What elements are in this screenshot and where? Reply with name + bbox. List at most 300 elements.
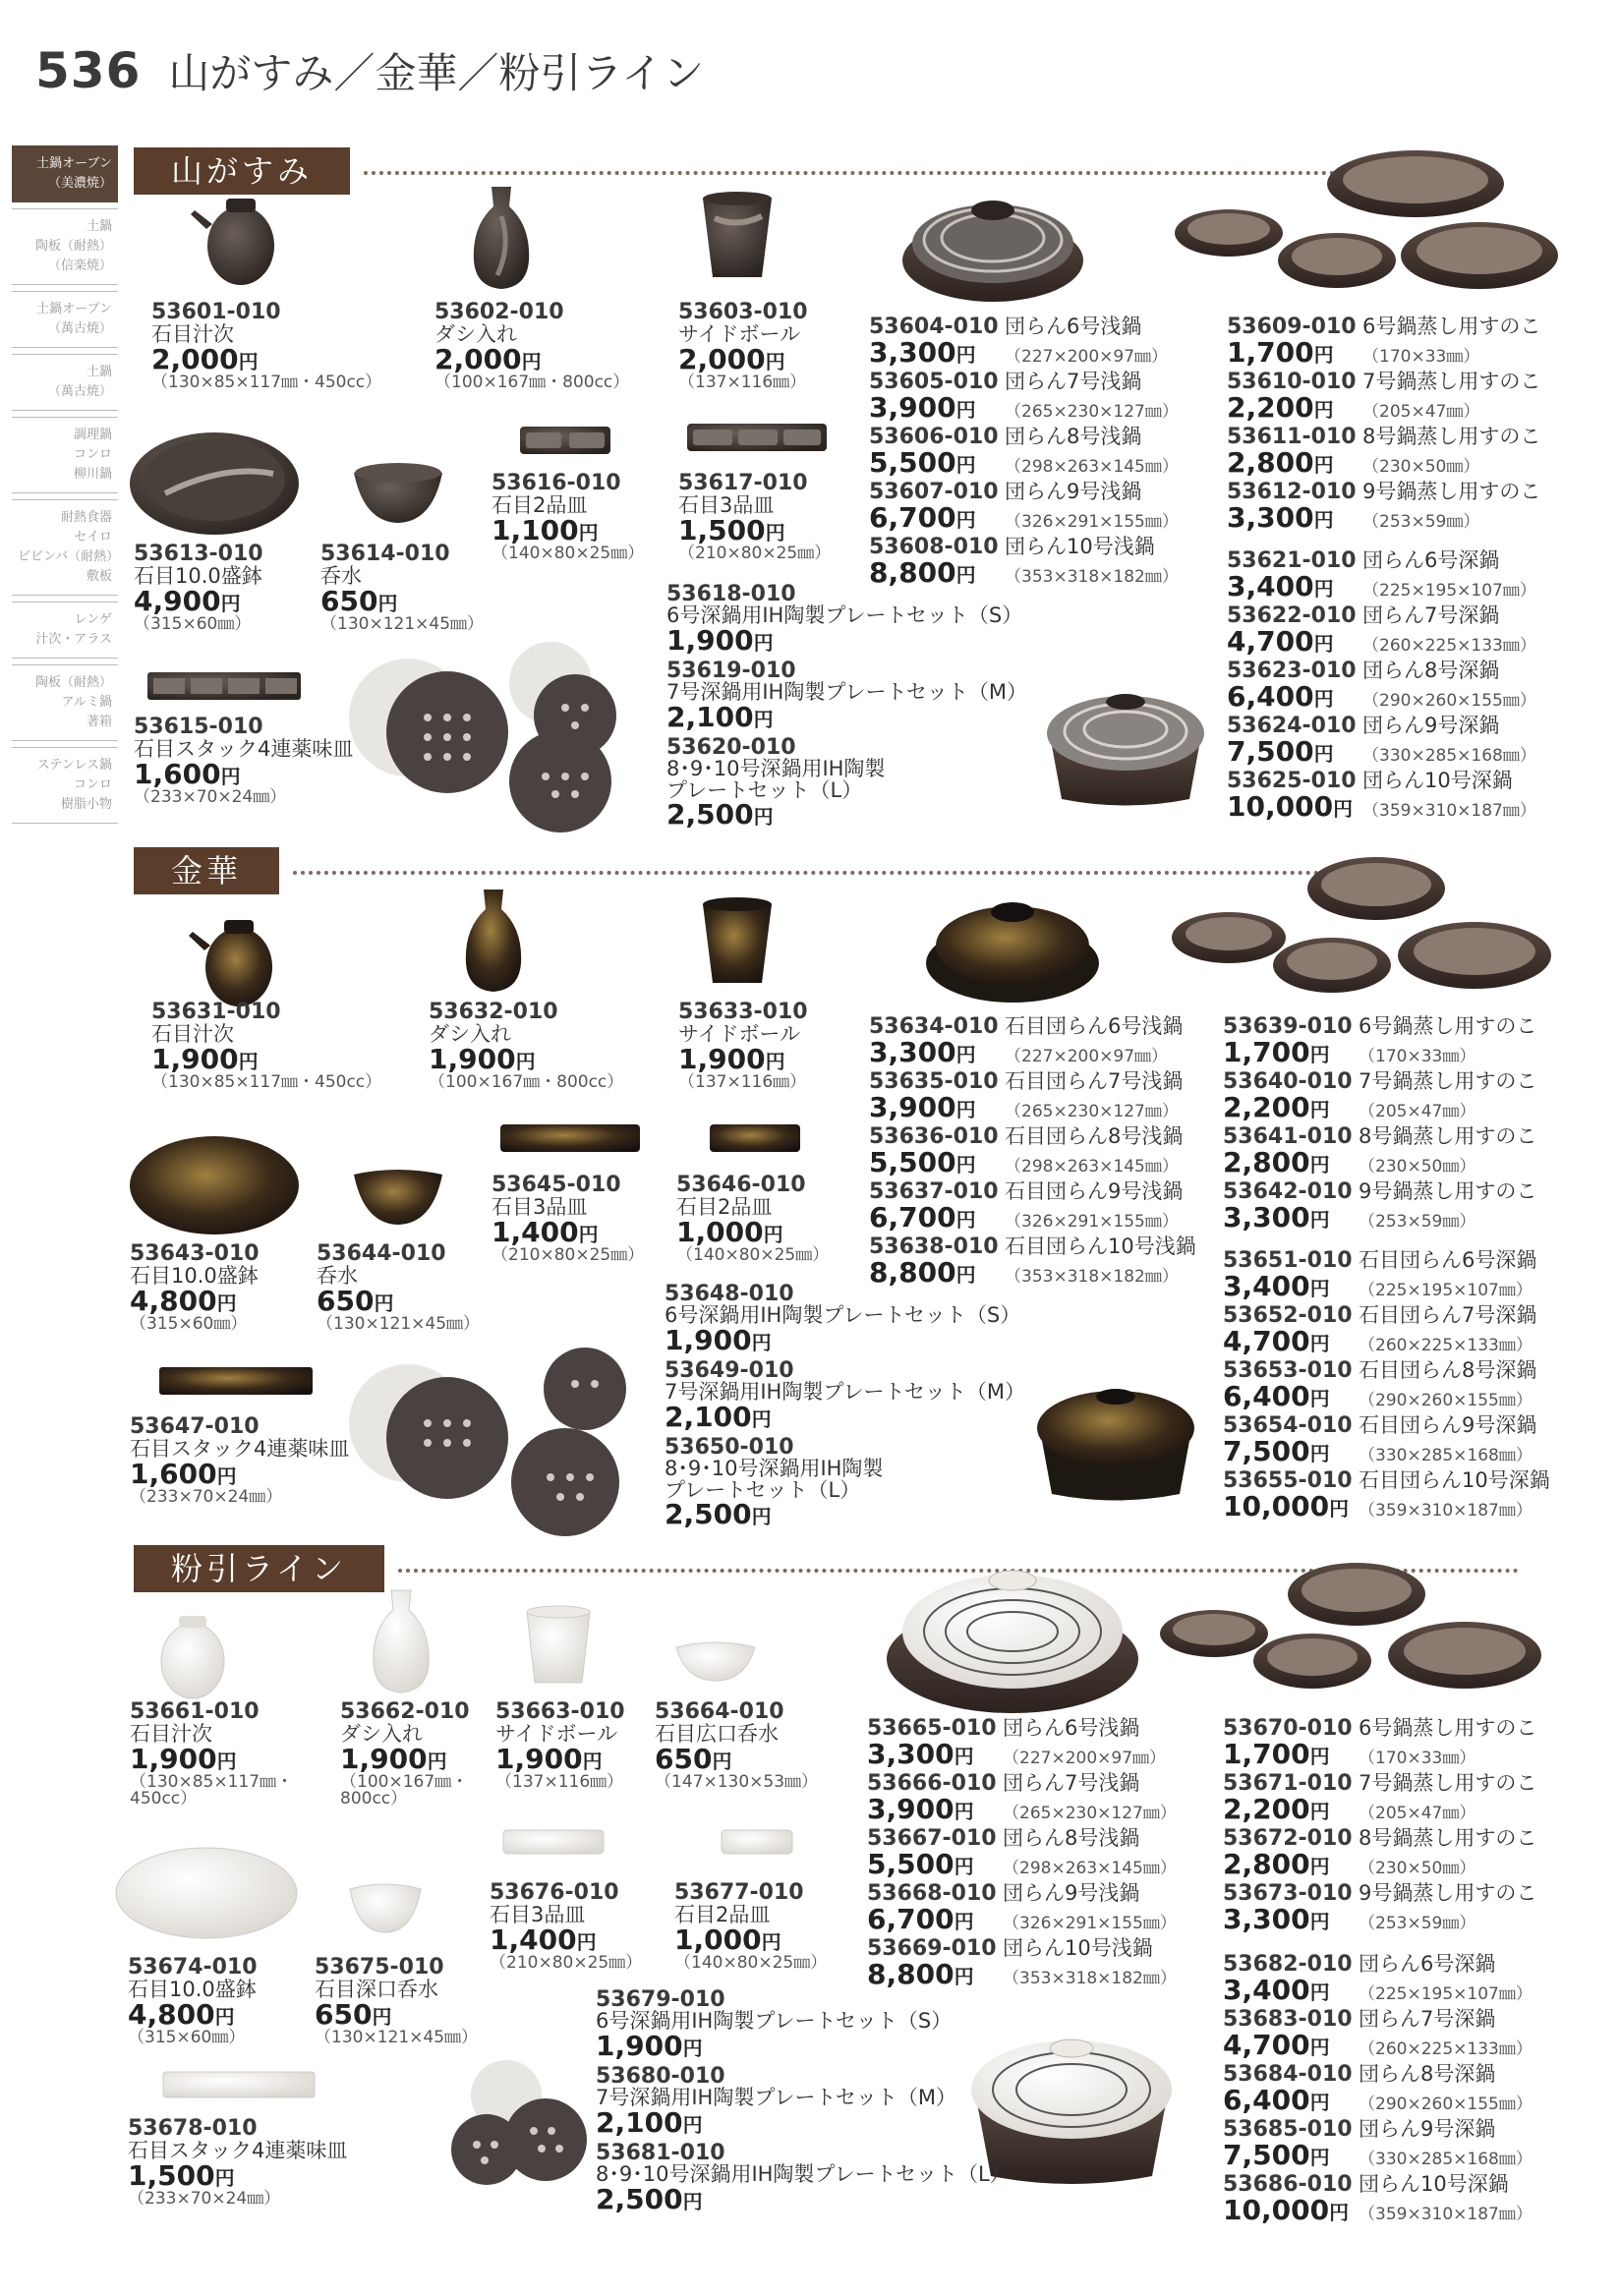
price-row bbox=[1223, 1244, 1550, 1302]
price-row bbox=[869, 1176, 1196, 1234]
product-name: 石目団らん7号深鍋 bbox=[1359, 1303, 1537, 1327]
price-row bbox=[869, 366, 1179, 424]
product-dims: （130×85×117㎜・ bbox=[130, 1771, 294, 1792]
product-price: 1,500円 bbox=[128, 2159, 235, 2193]
product-price: 2,500円 bbox=[596, 2182, 703, 2215]
product-price: 6,400円 bbox=[1223, 2084, 1330, 2116]
product-dims: （260×225×133㎜） bbox=[1359, 2039, 1533, 2059]
product-name: 7号深鍋用IH陶製プレートセット（M） bbox=[665, 1380, 1025, 1405]
tonsui-bowl-image bbox=[346, 1877, 425, 1936]
product-dims-line2: 450cc） bbox=[130, 1789, 198, 1809]
product-name: 9号鍋蒸し用すのこ bbox=[1359, 1881, 1537, 1905]
product-price: 2,200円 bbox=[1227, 391, 1334, 424]
product-53615 bbox=[134, 716, 353, 806]
product-name: 団らん7号浅鍋 bbox=[1005, 370, 1142, 393]
soy-pitcher-image bbox=[185, 906, 283, 1014]
product-price: 3,300円 bbox=[1227, 501, 1334, 534]
product-dims: （359×310×187㎜） bbox=[1362, 801, 1536, 821]
price-row bbox=[1227, 600, 1536, 658]
product-53614 bbox=[320, 543, 484, 633]
steamer-rack-list bbox=[1227, 311, 1541, 534]
product-price: 3,300円 bbox=[869, 1036, 976, 1068]
sidebar-category-4[interactable] bbox=[12, 417, 118, 493]
product-code: 53646-010 bbox=[676, 1173, 806, 1197]
product-name: 団らん7号深鍋 bbox=[1362, 603, 1500, 627]
product-dims: （225×195×107㎜） bbox=[1359, 1984, 1533, 2004]
product-code: 53673-010 bbox=[1223, 1881, 1353, 1906]
product-price: 2,000円 bbox=[151, 343, 259, 376]
page-title: 山がすみ／金華／粉引ライン bbox=[168, 49, 705, 97]
sidebar-category-label: 敷板 bbox=[86, 569, 112, 584]
product-price: 3,300円 bbox=[1223, 1903, 1330, 1935]
product-price: 3,900円 bbox=[867, 1793, 974, 1825]
product-dims: （298×263×145㎜） bbox=[1005, 457, 1179, 477]
product-price: 1,000円 bbox=[674, 1923, 781, 1957]
product-price: 4,700円 bbox=[1223, 1325, 1330, 1357]
product-name: 石目団らん7号浅鍋 bbox=[1005, 1069, 1184, 1093]
product-dims: （265×230×127㎜） bbox=[1005, 1102, 1179, 1121]
product-code: 53616-010 bbox=[492, 471, 621, 495]
product-code: 53655-010 bbox=[1223, 1468, 1353, 1493]
product-code: 53637-010 bbox=[869, 1179, 999, 1204]
product-price: 8,800円 bbox=[869, 556, 976, 589]
product-53676 bbox=[490, 1881, 642, 1972]
product-name: 石目スタック4連薬味皿 bbox=[134, 737, 354, 762]
product-code: 53640-010 bbox=[1223, 1069, 1353, 1094]
product-price: 1,900円 bbox=[340, 1743, 447, 1776]
product-code: 53633-010 bbox=[678, 1000, 808, 1024]
price-row bbox=[1227, 765, 1536, 823]
product-name: 石目2品皿 bbox=[674, 1903, 771, 1927]
product-dims: （230×50㎜） bbox=[1359, 1157, 1476, 1177]
product-name: 6号鍋蒸し用すのこ bbox=[1362, 315, 1541, 338]
product-dims: （290×260×155㎜） bbox=[1359, 2095, 1533, 2114]
product-dims: （205×47㎜） bbox=[1359, 1102, 1476, 1121]
product-code: 53624-010 bbox=[1227, 714, 1357, 738]
product-code: 53641-010 bbox=[1223, 1124, 1353, 1149]
product-53678 bbox=[128, 2117, 347, 2208]
product-price: 3,900円 bbox=[869, 1091, 976, 1123]
product-code: 53645-010 bbox=[492, 1173, 621, 1197]
product-53617 bbox=[678, 472, 831, 562]
price-row bbox=[867, 1767, 1177, 1825]
product-dims: （170×33㎜） bbox=[1359, 1047, 1476, 1066]
soy-pitcher-image bbox=[187, 185, 285, 293]
product-price: 1,900円 bbox=[151, 1043, 259, 1076]
product-name: 8･9･10号深鍋用IH陶製 bbox=[665, 1457, 884, 1481]
product-name: 団らん10号浅鍋 bbox=[1005, 535, 1155, 558]
product-name: 石目汁次 bbox=[151, 1022, 234, 1047]
product-code: 53686-010 bbox=[1223, 2172, 1353, 2197]
price-row bbox=[1223, 1354, 1550, 1412]
product-price: 1,900円 bbox=[429, 1043, 536, 1076]
product-dims: （265×230×127㎜） bbox=[1003, 1804, 1177, 1823]
product-code: 53609-010 bbox=[1227, 315, 1357, 339]
product-name: ダシ入れ bbox=[340, 1722, 423, 1747]
product-name: 8･9･10号深鍋用IH陶製プレートセット（L） bbox=[596, 2162, 1011, 2187]
sidebar-category-label: 樹脂小物 bbox=[60, 797, 112, 812]
product-price: 10,000円 bbox=[1227, 790, 1354, 823]
product-dims: （353×318×182㎜） bbox=[1005, 1267, 1179, 1287]
product-price: 6,700円 bbox=[869, 501, 976, 534]
product-dims: （100×167㎜・800cc） bbox=[429, 1071, 624, 1092]
price-row bbox=[1223, 1176, 1537, 1234]
sidebar-category-label: 耐熱食器 bbox=[60, 510, 112, 525]
product-price: 1,600円 bbox=[130, 1458, 237, 1491]
product-price: 4,700円 bbox=[1223, 2029, 1330, 2061]
side-bowl-image bbox=[519, 1602, 598, 1691]
serving-bowl-image bbox=[126, 425, 303, 543]
product-code: 53662-010 bbox=[340, 1699, 470, 1724]
product-dims: （230×50㎜） bbox=[1362, 457, 1480, 477]
product-code: 53654-010 bbox=[1223, 1413, 1353, 1438]
product-code: 53631-010 bbox=[151, 1000, 281, 1024]
shallow-pot-list bbox=[867, 1712, 1177, 1990]
product-53620 bbox=[666, 737, 885, 830]
deep-pot-image bbox=[1022, 1371, 1209, 1509]
product-53649 bbox=[665, 1360, 1025, 1431]
shallow-pot-image bbox=[880, 1551, 1145, 1718]
page-number: 536 bbox=[35, 42, 142, 99]
product-price: 2,500円 bbox=[665, 1498, 772, 1531]
product-name: 7号深鍋用IH陶製プレートセット（M） bbox=[666, 680, 1027, 705]
product-code: 53677-010 bbox=[674, 1880, 804, 1905]
product-name: サイドボール bbox=[678, 322, 801, 347]
product-price: 4,900円 bbox=[134, 585, 241, 618]
product-name: 団らん9号浅鍋 bbox=[1003, 1881, 1140, 1905]
product-name: ダシ入れ bbox=[429, 1022, 511, 1047]
product-dims: （260×225×133㎜） bbox=[1359, 1336, 1533, 1355]
product-price: 10,000円 bbox=[1223, 2194, 1350, 2226]
sidebar-category-label: アルミ鍋 bbox=[61, 695, 112, 710]
product-dims: （170×33㎜） bbox=[1359, 1749, 1476, 1768]
product-dims: （359×310×187㎜） bbox=[1359, 2205, 1533, 2224]
product-dims: （137×116㎜） bbox=[678, 372, 807, 392]
product-dims: （265×230×127㎜） bbox=[1005, 402, 1179, 422]
product-53602 bbox=[434, 301, 629, 391]
product-name: 8号鍋蒸し用すのこ bbox=[1362, 425, 1541, 448]
product-code: 53607-010 bbox=[869, 480, 999, 504]
sidebar-category-7[interactable] bbox=[12, 664, 118, 741]
product-dims: （253×59㎜） bbox=[1359, 1914, 1476, 1933]
product-code: 53617-010 bbox=[678, 471, 808, 495]
product-code: 53638-010 bbox=[869, 1234, 999, 1259]
product-53616 bbox=[492, 472, 644, 562]
price-row bbox=[867, 1712, 1177, 1770]
product-code: 53636-010 bbox=[869, 1124, 999, 1149]
product-dims: （330×285×168㎜） bbox=[1362, 746, 1536, 766]
serving-bowl-image bbox=[110, 1838, 303, 1946]
sidebar-category-1[interactable] bbox=[12, 208, 118, 285]
product-price: 5,500円 bbox=[869, 1146, 976, 1178]
product-name: 石目深口呑水 bbox=[315, 1978, 438, 2002]
price-row bbox=[869, 421, 1179, 479]
product-code: 53665-010 bbox=[867, 1716, 997, 1741]
side-bowl-image bbox=[693, 189, 781, 287]
shallow-pot-list bbox=[869, 1010, 1196, 1289]
ih-plate-image bbox=[339, 1345, 654, 1541]
three-dish-image bbox=[683, 418, 831, 457]
product-53650 bbox=[665, 1437, 883, 1529]
product-name: 6号深鍋用IH陶製プレートセット（S） bbox=[666, 603, 1023, 628]
product-dims: （298×263×145㎜） bbox=[1005, 1157, 1179, 1177]
category-sidebar bbox=[12, 145, 118, 830]
product-price: 8,800円 bbox=[869, 1256, 976, 1289]
product-price: 1,900円 bbox=[596, 2029, 703, 2062]
soy-pitcher-image bbox=[145, 1604, 234, 1702]
product-price: 7,500円 bbox=[1223, 2139, 1330, 2171]
product-code: 53602-010 bbox=[434, 300, 564, 324]
product-price: 650円 bbox=[320, 585, 398, 618]
product-code: 53678-010 bbox=[128, 2116, 258, 2141]
product-dims: （260×225×133㎜） bbox=[1362, 636, 1536, 656]
tonsui-bowl-image bbox=[349, 1160, 447, 1229]
product-dims: （210×80×25㎜） bbox=[678, 543, 832, 563]
product-code: 53653-010 bbox=[1223, 1358, 1353, 1383]
product-code: 53601-010 bbox=[151, 300, 281, 324]
product-code: 53681-010 bbox=[596, 2141, 725, 2165]
shallow-pot-image bbox=[919, 883, 1106, 1010]
price-row bbox=[869, 531, 1179, 589]
serving-bowl-image bbox=[126, 1130, 303, 1240]
product-name: 団らん7号深鍋 bbox=[1359, 2007, 1496, 2031]
sidebar-category-6[interactable] bbox=[12, 602, 118, 659]
product-code: 53683-010 bbox=[1223, 2007, 1353, 2032]
product-name: 石目団らん8号深鍋 bbox=[1359, 1358, 1537, 1382]
page-header bbox=[35, 41, 704, 110]
product-dims: （290×260×155㎜） bbox=[1362, 691, 1536, 711]
product-price: 4,800円 bbox=[128, 1998, 235, 2032]
product-dims: （210×80×25㎜） bbox=[490, 1952, 643, 1973]
product-code: 53649-010 bbox=[665, 1358, 794, 1383]
sidebar-category-label: 著箱 bbox=[86, 715, 112, 729]
product-name: 団らん10号深鍋 bbox=[1359, 2172, 1509, 2196]
product-code: 53613-010 bbox=[134, 542, 263, 566]
product-price: 2,200円 bbox=[1223, 1793, 1330, 1825]
sidebar-category-label: 土鍋オーブン bbox=[36, 302, 112, 316]
product-price: 2,100円 bbox=[665, 1400, 772, 1433]
product-dims: （253×59㎜） bbox=[1359, 1212, 1476, 1232]
product-price: 1,900円 bbox=[665, 1323, 772, 1356]
product-name: 呑水 bbox=[320, 564, 362, 589]
deep-pot-list bbox=[1223, 1948, 1533, 2226]
product-53664 bbox=[655, 1700, 818, 1791]
sidebar-category-label: 陶板（耐熱） bbox=[34, 239, 112, 254]
product-name: 石目10.0盛鉢 bbox=[128, 1978, 257, 2002]
product-name: 石目スタック4連薬味皿 bbox=[128, 2139, 348, 2163]
product-name: 石目広口呑水 bbox=[655, 1722, 779, 1747]
price-row bbox=[869, 476, 1179, 534]
product-code: 53608-010 bbox=[869, 535, 999, 559]
product-53618 bbox=[666, 584, 1022, 655]
dashi-bottle-image bbox=[362, 1580, 440, 1698]
price-row bbox=[1223, 1767, 1537, 1825]
product-dims: （130×121×45㎜） bbox=[317, 1313, 481, 1334]
product-name: 6号鍋蒸し用すのこ bbox=[1359, 1716, 1537, 1740]
sidebar-category-label: 汁次・アラス bbox=[35, 632, 112, 647]
product-price: 1,000円 bbox=[676, 1216, 783, 1249]
product-price: 5,500円 bbox=[867, 1848, 974, 1880]
price-row bbox=[1223, 1010, 1537, 1068]
product-price: 1,600円 bbox=[134, 758, 241, 791]
product-code: 53625-010 bbox=[1227, 769, 1357, 793]
product-price: 1,500円 bbox=[678, 514, 785, 547]
product-name: 団らん10号深鍋 bbox=[1362, 769, 1513, 792]
price-row bbox=[869, 1120, 1196, 1178]
product-code: 53619-010 bbox=[666, 659, 796, 683]
sidebar-category-5[interactable] bbox=[12, 499, 118, 596]
price-row bbox=[1223, 1299, 1550, 1357]
product-code: 53634-010 bbox=[869, 1014, 999, 1039]
product-code: 53612-010 bbox=[1227, 480, 1357, 504]
product-code: 53667-010 bbox=[867, 1826, 997, 1851]
product-dims: （233×70×24㎜） bbox=[134, 786, 287, 807]
product-53681 bbox=[596, 2143, 1011, 2213]
price-row bbox=[867, 1877, 1177, 1935]
price-row bbox=[1223, 1409, 1550, 1467]
price-row bbox=[869, 1231, 1196, 1289]
product-name: 8号鍋蒸し用すのこ bbox=[1359, 1124, 1537, 1148]
product-name: 団らん9号深鍋 bbox=[1362, 714, 1500, 737]
product-price: 3,300円 bbox=[1223, 1201, 1330, 1234]
product-dims: （205×47㎜） bbox=[1359, 1804, 1476, 1823]
product-code: 53647-010 bbox=[130, 1414, 260, 1439]
sidebar-category-0[interactable] bbox=[12, 145, 118, 202]
product-price: 2,100円 bbox=[596, 2105, 703, 2139]
product-name: 団らん8号深鍋 bbox=[1359, 2062, 1496, 2086]
product-dims: （100×167㎜・ bbox=[340, 1771, 469, 1792]
product-code: 53674-010 bbox=[128, 1955, 258, 1980]
ih-plate-image bbox=[339, 639, 634, 835]
deep-pot-list bbox=[1223, 1244, 1550, 1520]
product-name: 石目団らん9号浅鍋 bbox=[1005, 1179, 1184, 1203]
product-53613 bbox=[134, 543, 263, 633]
product-dims: （326×291×155㎜） bbox=[1005, 512, 1179, 532]
price-row bbox=[1227, 710, 1536, 768]
product-name: 6号深鍋用IH陶製プレートセット（S） bbox=[596, 2009, 953, 2034]
sidebar-category-label: 土鍋 bbox=[86, 219, 112, 234]
product-price: 7,500円 bbox=[1223, 1435, 1330, 1467]
product-price: 6,700円 bbox=[869, 1201, 976, 1234]
product-price: 5,500円 bbox=[869, 446, 976, 479]
product-code: 53682-010 bbox=[1223, 1952, 1353, 1977]
product-code: 53639-010 bbox=[1223, 1014, 1353, 1039]
product-price: 2,100円 bbox=[666, 700, 774, 733]
tonsui-bowl-image bbox=[349, 458, 447, 527]
product-dims: （140×80×25㎜） bbox=[674, 1952, 828, 1973]
product-53644 bbox=[317, 1242, 480, 1333]
product-53663 bbox=[495, 1700, 625, 1791]
price-row bbox=[1223, 2113, 1533, 2171]
product-code: 53651-010 bbox=[1223, 1248, 1353, 1273]
product-code: 53671-010 bbox=[1223, 1771, 1353, 1796]
steamer-rack-image bbox=[1160, 1553, 1553, 1715]
sidebar-category-8[interactable] bbox=[12, 747, 118, 824]
product-code: 53663-010 bbox=[495, 1699, 625, 1724]
product-dims: （210×80×25㎜） bbox=[492, 1244, 645, 1265]
product-price: 2,500円 bbox=[666, 798, 774, 832]
product-name: 石目団らん6号浅鍋 bbox=[1005, 1014, 1184, 1038]
product-code: 53642-010 bbox=[1223, 1179, 1353, 1204]
two-dish-image bbox=[718, 1826, 796, 1860]
product-name: 石目団らん8号浅鍋 bbox=[1005, 1124, 1184, 1148]
product-price: 1,700円 bbox=[1227, 336, 1334, 369]
product-name: サイドボール bbox=[678, 1022, 801, 1047]
product-price: 3,300円 bbox=[867, 1738, 974, 1770]
product-name: 団らん6号浅鍋 bbox=[1003, 1716, 1140, 1740]
product-code: 53661-010 bbox=[130, 1699, 260, 1724]
product-price: 650円 bbox=[655, 1743, 732, 1776]
product-name: 石目2品皿 bbox=[676, 1195, 773, 1220]
product-53603 bbox=[678, 301, 808, 391]
product-price: 4,800円 bbox=[130, 1285, 237, 1318]
product-price: 650円 bbox=[315, 1998, 392, 2032]
price-row bbox=[869, 1010, 1196, 1068]
product-code: 53606-010 bbox=[869, 425, 999, 449]
product-price: 1,900円 bbox=[678, 1043, 785, 1076]
product-price: 1,100円 bbox=[492, 514, 599, 547]
three-dish-image bbox=[496, 1119, 644, 1158]
product-code: 53652-010 bbox=[1223, 1303, 1353, 1328]
sidebar-category-label: セイロ bbox=[74, 530, 112, 545]
product-53680 bbox=[596, 2066, 956, 2137]
product-dims: （233×70×24㎜） bbox=[128, 2188, 281, 2209]
product-name: 9号鍋蒸し用すのこ bbox=[1359, 1179, 1537, 1203]
product-price: 3,400円 bbox=[1223, 1270, 1330, 1302]
product-code: 53610-010 bbox=[1227, 370, 1357, 394]
product-dims: （253×59㎜） bbox=[1362, 512, 1480, 532]
product-price: 4,700円 bbox=[1227, 625, 1334, 658]
two-dish-image bbox=[516, 421, 614, 460]
product-dims: （227×200×97㎜） bbox=[1005, 1047, 1169, 1066]
product-name: 7号鍋蒸し用すのこ bbox=[1362, 370, 1541, 393]
product-name: 団らん6号深鍋 bbox=[1359, 1952, 1496, 1976]
section-label: 粉引ライン bbox=[134, 1545, 384, 1592]
product-price: 2,000円 bbox=[678, 343, 785, 376]
product-dims: （227×200×97㎜） bbox=[1003, 1749, 1167, 1768]
price-row bbox=[1227, 545, 1536, 603]
product-53674 bbox=[128, 1956, 258, 2046]
product-dims: （205×47㎜） bbox=[1362, 402, 1480, 422]
product-price: 6,400円 bbox=[1223, 1380, 1330, 1412]
sidebar-category-label: レンゲ bbox=[74, 612, 112, 627]
condiment-dish-image bbox=[157, 1361, 315, 1401]
product-price: 1,700円 bbox=[1223, 1036, 1330, 1068]
product-name: 7号鍋蒸し用すのこ bbox=[1359, 1771, 1537, 1795]
product-53677 bbox=[674, 1881, 827, 1972]
product-price: 3,900円 bbox=[869, 391, 976, 424]
price-row bbox=[1223, 2003, 1533, 2061]
product-name-line2: プレートセット（L） bbox=[665, 1477, 861, 1502]
product-name: 8･9･10号深鍋用IH陶製 bbox=[666, 757, 886, 781]
product-price: 10,000円 bbox=[1223, 1490, 1350, 1522]
product-dims: （130×85×117㎜・450cc） bbox=[151, 1071, 382, 1092]
deep-pot-image bbox=[1032, 676, 1219, 814]
price-row bbox=[867, 1932, 1177, 1990]
product-code: 53643-010 bbox=[130, 1241, 260, 1266]
sidebar-category-3[interactable] bbox=[12, 354, 118, 411]
product-name: 石目スタック4連薬味皿 bbox=[130, 1437, 350, 1462]
product-53662 bbox=[340, 1700, 470, 1808]
product-price: 1,700円 bbox=[1223, 1738, 1330, 1770]
product-name: 団らん6号深鍋 bbox=[1362, 548, 1500, 572]
product-price: 1,900円 bbox=[495, 1743, 603, 1776]
sidebar-category-label: （美濃焼） bbox=[47, 176, 112, 191]
dashi-bottle-image bbox=[454, 880, 533, 998]
sidebar-category-2[interactable] bbox=[12, 291, 118, 348]
price-row bbox=[1223, 1822, 1537, 1880]
product-name: 石目3品皿 bbox=[492, 1195, 588, 1220]
